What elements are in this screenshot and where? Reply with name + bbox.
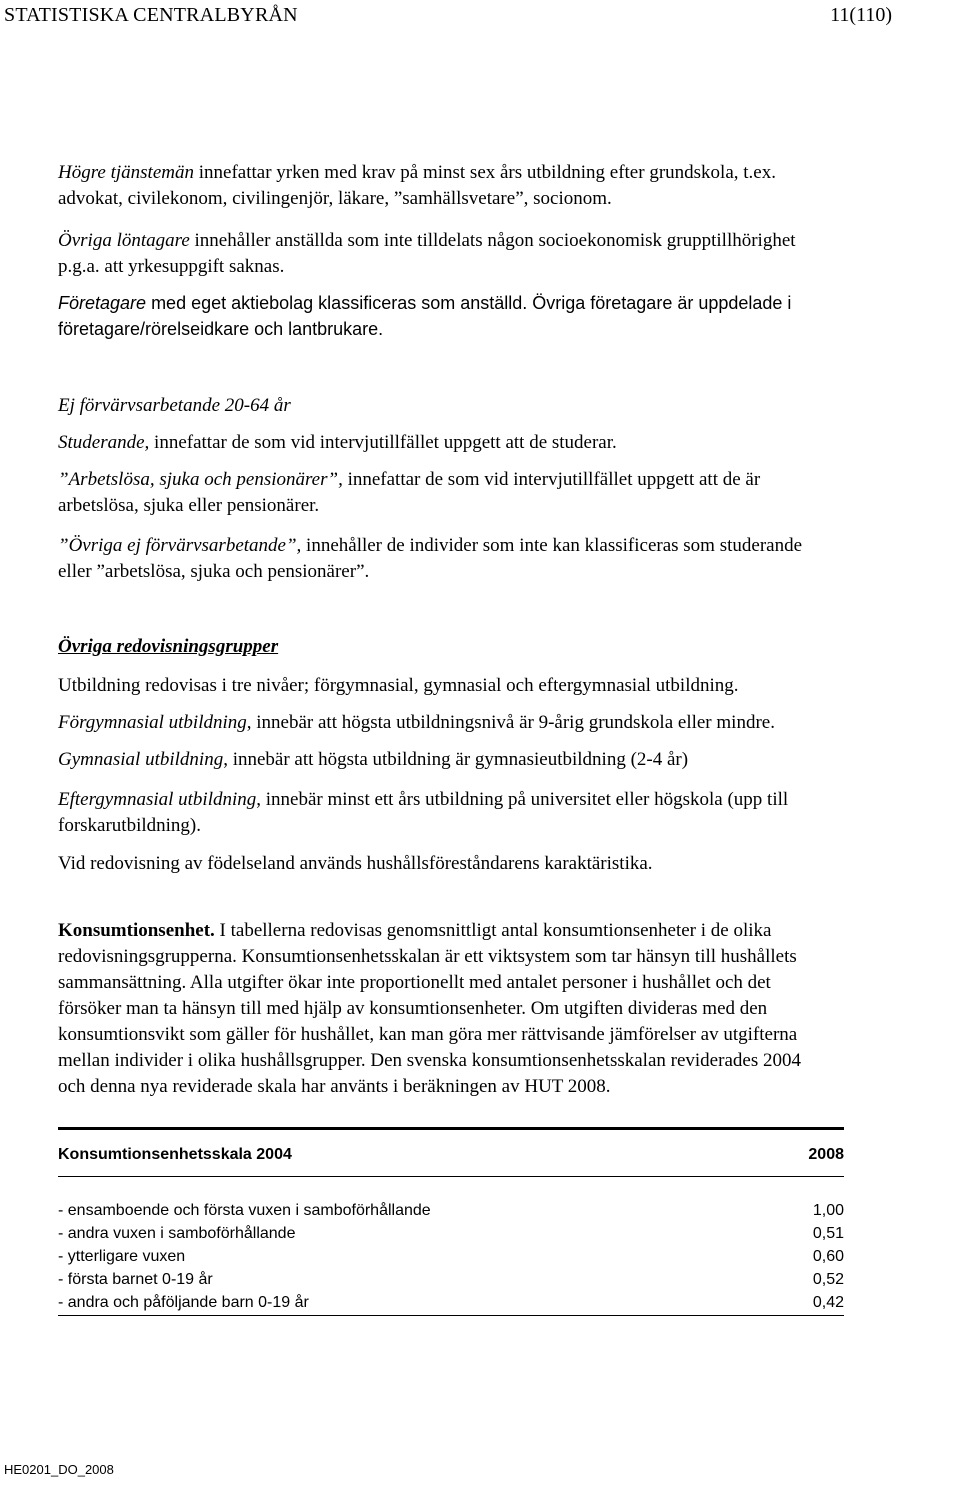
paragraph-eftergymnasial: [58, 787, 958, 839]
row-label: - ensamboende och första vuxen i samboförhållande: [58, 1202, 431, 1219]
text-konsumtion-line: redovisningsgrupperna. Konsumtionsenhetsskalan är ett viktsystem som tar hänsyn till hushållets: [58, 946, 797, 967]
term-eftergymnasial: Eftergymnasial utbildning: [58, 789, 257, 810]
text-konsumtion-1: I tabellerna redovisas genomsnittligt antal konsumtionsenheter i de olika: [214, 920, 772, 941]
paragraph-fodelseland: Vid redovisning av födelseland används hushållsföreståndarens karaktäristika.: [58, 853, 653, 874]
paragraph-ovriga-lontagare: [58, 228, 958, 280]
row-value: 0,60: [812, 1248, 844, 1265]
text-ovriga-lontagare-1: innehåller anställda som inte tilldelats någon socioekonomisk grupptillhörighet: [189, 230, 796, 251]
text-foretagare-1: med eget aktiebolag klassificeras som anställd. Övriga företagare är uppdelade i: [146, 293, 792, 313]
text-konsumtion-line: försöker man ta hänsyn till med hjälp av konsumtionsenheter. Om utgiften divideras med den: [58, 998, 768, 1019]
term-gymnasial: Gymnasial utbildning: [58, 749, 224, 770]
term-ovriga-lontagare: Övriga löntagare: [58, 230, 190, 251]
row-label: - första barnet 0-19 år: [58, 1271, 213, 1288]
term-forgymnasial: Förgymnasial utbildning: [58, 712, 247, 733]
text-eftergymnasial-2: forskarutbildning).: [58, 815, 202, 836]
row-value: 0,51: [812, 1225, 844, 1242]
term-studerande: Studerande,: [58, 432, 150, 453]
table-body: [58, 1199, 844, 1314]
page-header: [4, 4, 892, 32]
table-header-row: [58, 1130, 844, 1168]
paragraph-foretagare: [58, 290, 958, 342]
text-studerande: innefattar de som vid intervjutillfället uppgett att de studerar.: [149, 432, 617, 453]
text-forgymnasial: , innebär att högsta utbildningsnivå är 9-årig grundskola eller mindre.: [246, 712, 775, 733]
text-konsumtion-line: konsumtionsvikt som gäller för hushållet, kan man göra mer rättvisande jämförelser av utgifterna: [58, 1024, 798, 1045]
table-header-rule: [58, 1176, 844, 1177]
paragraph-gymnasial: [58, 747, 958, 773]
text-konsumtion-line: sammansättning. Alla utgifter ökar inte proportionellt med antalet personer i hushållet och det: [58, 972, 771, 993]
term-foretagare: Företagare: [58, 293, 147, 313]
text-arbetslosa-2: arbetslösa, sjuka eller pensionärer.: [58, 495, 320, 516]
paragraph-utbildning-intro: Utbildning redovisas i tre nivåer; förgymnasial, gymnasial och eftergymnasial utbildning.: [58, 675, 739, 696]
table-bottom-rule: [58, 1315, 844, 1316]
row-value: 0,42: [812, 1294, 844, 1311]
row-label: - andra vuxen i samboförhållande: [58, 1225, 296, 1242]
text-hogre-2: advokat, civilekonom, civilingenjör, läkare, ”samhällsvetare”, socionom.: [58, 188, 612, 209]
agency-title: STATISTISKA CENTRALBYRÅN: [4, 4, 298, 26]
konsumtionsenhetsskala-table: [58, 1127, 844, 1316]
term-arbetslosa: ”Arbetslösa, sjuka och pensionärer”,: [58, 469, 343, 490]
paragraph-forgymnasial: [58, 710, 958, 736]
text-hogre-1: innefattar yrken med krav på minst sex års utbildning efter grundskola, t.ex.: [193, 162, 776, 183]
text-konsumtion-line: mellan individer i olika hushållsgrupper. Den svenska konsumtionsenhetsskalan reviderades 2004: [58, 1050, 801, 1071]
paragraph-ovriga-ej-forvarv: [58, 533, 958, 585]
text-gymnasial: , innebär att högsta utbildning är gymnasieutbildning (2-4 år): [223, 749, 689, 770]
heading-ej-forvarvsarbetande: Ej förvärvsarbetande 20-64 år: [58, 395, 291, 416]
term-konsumtionsenhet: Konsumtionsenhet.: [58, 920, 215, 941]
text-ovriga-ej-forvarv-2: eller ”arbetslösa, sjuka och pensionärer”.: [58, 561, 370, 582]
term-ovriga-ej-forvarv: ”Övriga ej förvärvsarbetande”,: [58, 535, 302, 556]
text-ovriga-ej-forvarv-1: innehåller de individer som inte kan klassificeras som studerande: [301, 535, 803, 556]
paragraph-arbetslosa: [58, 467, 958, 519]
table-row: [58, 1291, 844, 1314]
paragraph-hogre-tjanstemannen: [58, 160, 958, 212]
term-hogre: Högre tjänstemän: [58, 162, 194, 183]
document-code: HE0201_DO_2008: [4, 1462, 114, 1477]
text-eftergymnasial-1: , innebär minst ett års utbildning på universitet eller högskola (upp till: [256, 789, 789, 810]
paragraph-konsumtionsenhet: [58, 918, 958, 1100]
table-row: [58, 1245, 844, 1268]
text-arbetslosa-1: innefattar de som vid intervjutillfället uppgett att de är: [342, 469, 761, 490]
row-label: - andra och påföljande barn 0-19 år: [58, 1294, 309, 1311]
row-value: 0,52: [812, 1271, 844, 1288]
table-row: [58, 1199, 844, 1222]
table-row: [58, 1222, 844, 1245]
text-foretagare-2: företagare/rörelseidkare och lantbrukare.: [58, 319, 384, 339]
page-number: 11(110): [830, 4, 892, 26]
text-ovriga-lontagare-2: p.g.a. att yrkesuppgift saknas.: [58, 256, 285, 277]
paragraph-studerande: [58, 430, 958, 456]
row-label: - ytterligare vuxen: [58, 1248, 186, 1265]
heading-ovriga-redovisningsgrupper: Övriga redovisningsgrupper: [58, 636, 279, 657]
text-konsumtion-line: och denna nya reviderade skala har använts i beräkningen av HUT 2008.: [58, 1076, 611, 1097]
table-header-label: Konsumtionsenhetsskala 2004: [58, 1146, 292, 1163]
table-row: [58, 1268, 844, 1291]
table-header-year: 2008: [808, 1146, 844, 1163]
row-value: 1,00: [812, 1202, 844, 1219]
